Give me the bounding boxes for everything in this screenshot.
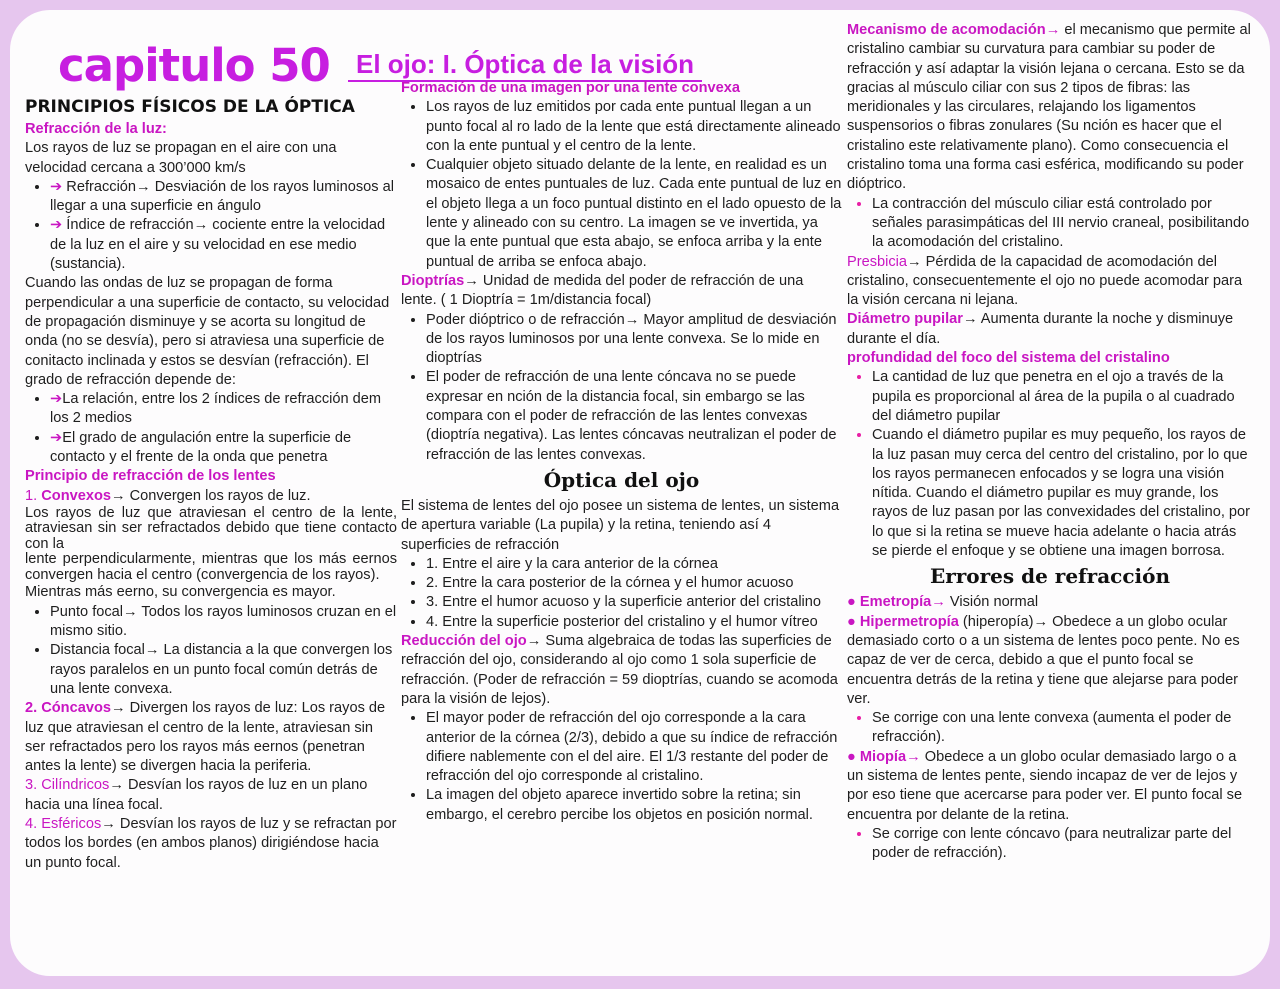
depth-heading: profundidad del foco del sistema del cristalino (847, 350, 1170, 367)
chapter-title: capitulo 50 (58, 39, 330, 92)
list-item: • La contracción del músculo ciliar está controlado por señales parasimpáticas del III nervio craneal, posibilitando la acomodación del cristalino. (872, 195, 1253, 253)
list-item: • La imagen del objeto aparece invertido sobre la retina; sin embargo, el cerebro percibe los objetos en posición normal. (426, 786, 842, 825)
list-item: • Cualquier objeto situado delante de la lente, en realidad es un mosaico de entes puntuales de luz. Cada ente puntual de luz en el objeto llega a un foco puntual distinto en el lado opuesto de la lente y alineado con su centro. La imagen se ve invertida, ya que la ente puntual que esta abajo, se enfoca arriba y la ente puntual de arriba se enfoca abajo. (426, 156, 842, 272)
section-heading-principles: PRINCIPIOS FÍSICOS DE LA ÓPTICA (25, 97, 355, 117)
image-formation-heading: Formación de una imagen por una lente convexa (401, 80, 740, 96)
refraction-heading: Refracción de la luz: (25, 121, 167, 137)
myopia-line: ● Miopía→ Obedece a un globo ocular demasiado largo o a un sistema de lentes pente, siendo incapaz de ver de lejos y por eso tiene que acercarse para poder ver. El punto focal se encuentra por delante de la retina. (847, 748, 1243, 823)
arrow-icon: ➔ (50, 391, 63, 408)
list-item: • Cuando el diámetro pupilar es muy pequeño, los rayos de la luz pasan muy cerca del centro del cristalino, por lo que los rayos permanecen enfocados y se logra una visión nítida. Cuando el diámetro pupilar es muy grande, los rayos de luz pasan por las convexidades del cristalino, por lo que si la retina se mueve hacia adelante o hacia atrás se pierde el enfoque y se obtiene una imagen borrosa. (872, 426, 1253, 561)
arrow-icon: ➔ (50, 217, 63, 234)
list-item: • ➔La relación, entre los 2 índices de refracción dem los 2 medios (50, 390, 397, 429)
list-item: • La cantidad de luz que penetra en el ojo a través de la pupila es proporcional al área de la pupila o al cuadrado del diámetro pupilar (872, 368, 1253, 426)
list-item: • Distancia focal→ La distancia a la que convergen los rayos paralelos en un punto focal común detrás de una lente convexa. (50, 641, 397, 699)
list-item: • Los rayos de luz emitidos por cada ente puntual llegan a un punto focal al ro lado de la lente que está directamente alineado con la ente puntual y el centro de la lente. (426, 98, 842, 156)
reduction-line: Reducción del ojo→ Suma algebraica de todas las superficies de refracción del ojo, considerando al ojo como 1 sola superficie de refracción. (Poder de refracción = 59 dioptrías, cuando se acomoda para la visión de lejos). (401, 633, 838, 707)
list-item: • Se corrige con lente cóncavo (para neutralizar parte del poder de refracción). (872, 825, 1253, 864)
arrow-icon: ➔ (50, 178, 63, 195)
refraction-factors (25, 390, 397, 467)
accommodation-bullets (847, 195, 1253, 253)
convex-line: 1. Convexos→ Convergen los rayos de luz. (25, 487, 311, 504)
hyperopia-line: ● Hipermetropía (hiperopía)→ Obedece a un globo ocular demasiado corto o a un sistema de lentes poco pente. No es capaz de ver de cerca, debido a que el punto focal se encuentra detrás de la retina y tiene que alejarse para poder ver. (847, 613, 1240, 707)
bullet-dot-icon: ● (847, 748, 856, 765)
presbyopia-line: Presbicia→ Pérdida de la capacidad de acomodación del cristalino, consecuentemente el ojo no puede acomodar para la visión cercana ni lejana. (847, 253, 1243, 309)
myopia-bullets (847, 825, 1253, 864)
cylindrical-line: 3. Cilíndricos→ Desvían los rayos de luz en un plano hacia una línea focal. (25, 777, 368, 813)
section-heading-eye-optics: Óptica del ojo (543, 467, 700, 492)
concave-line: 2. Cóncavos→ Divergen los rayos de luz: Los rayos de luz que atraviesan el centro de la lente, atraviesan sin ser refractados pero los rayos más eernos (penetran antes la lente) se divergen hacia la periferia. (25, 700, 386, 775)
focal-bullets (25, 603, 397, 699)
convex-detail-2: lente perpendicularmente, mientras que los más eernos convergen hacia el centro (convergencia de los rayos). (25, 551, 397, 583)
column-1 (25, 120, 397, 873)
bullet-dot-icon: ● (847, 594, 856, 611)
list-item: • Se corrige con una lente convexa (aumenta el poder de refracción). (872, 709, 1253, 748)
list-item: • 4. Entre la superficie posterior del cristalino y el humor vítreo (426, 613, 842, 632)
arrow-icon: ➔ (50, 429, 63, 446)
page-title: El ojo: I. Óptica de la visión (348, 48, 702, 82)
list-item: • ➔ Refracción→ Desviación de los rayos luminosos al llegar a una superficie en ángulo (50, 178, 397, 217)
depth-bullets (847, 368, 1253, 561)
list-item: • ➔El grado de angulación entre la superficie de contacto y el frente de la onda que penetra (50, 429, 397, 468)
spherical-line: 4. Esféricos→ Desvían los rayos de luz y se refractan por todos los bordes (en ambos planos) dirigiéndose hacia un punto focal. (25, 816, 397, 871)
surfaces-list (401, 555, 842, 632)
column-2 (401, 79, 842, 825)
list-item: • 3. Entre el humor acuoso y la superficie anterior del cristalino (426, 593, 842, 612)
convex-detail-1: Los rayos de luz que atraviesan el centro de la lente, atraviesan sin ser refractados debido que tiene contacto con la (25, 504, 397, 552)
list-item: • 1. Entre el aire y la cara anterior de la córnea (426, 555, 842, 574)
diopter-bullets (401, 311, 842, 465)
list-item: • ➔ Índice de refracción→ cociente entre la velocidad de la luz en el aire y su velocidad en ese medio (sustancia). (50, 216, 397, 274)
reduction-bullets (401, 709, 842, 825)
lens-heading: Principio de refracción de los lentes (25, 468, 276, 485)
image-formation-bullets (401, 98, 842, 272)
list-item: • 2. Entre la cara posterior de la córnea y el humor acuoso (426, 574, 842, 593)
bullet-dot-icon: ● (847, 613, 856, 630)
accommodation-paragraph: Mecanismo de acomodación→ el mecanismo que permite al cristalino cambiar su curvatura para cambiar su poder de refracción y así adaptar la visión lejana o cercana. Esto se da gracias al músculo ciliar con sus 2 tipos de fibras: las meridionales y las circulares, relajando los ligamentos suspensorios o fibras zonulares (Su nción es hacer que el cristalino este relativamente plano). Como consecuencia el cristalino toma una forma casi esférica, modificando su poder dióptrico. (847, 22, 1251, 193)
diopter-line: Dioptrías→ Unidad de medida del poder de refracción de una lente. ( 1 Dioptría = 1m/distancia focal) (401, 272, 804, 309)
emmetropia-line: ● Emetropía→ Visión normal (847, 594, 1039, 611)
refraction-paragraph: Cuando las ondas de luz se propagan de forma perpendicular a una superficie de contacto, su velocidad de propagación disminuye y se acorta su longitud de onda (no se desvía), pero si atraviesa una superficie de conitacto inclinada y estos se desvían (refracción). El grado de refracción depende de: (25, 275, 390, 388)
list-item: • Punto focal→ Todos los rayos luminosos cruzan en el mismo sitio. (50, 603, 397, 642)
pupil-line: Diámetro pupilar→ Aumenta durante la noche y disminuye durante el día. (847, 311, 1234, 347)
hyperopia-bullets (847, 709, 1253, 748)
list-item: • El poder de refracción de una lente cóncava no se puede expresar en nción de la distancia focal, sin embargo se las compara con el poder de refracción de las lentes convexas (dioptría negativa). Las lentes cóncavas neutralizan el poder de refracción de las lentes convexas. (426, 368, 842, 464)
convex-more: Mientras más eerno, su convergencia es mayor. (25, 584, 336, 601)
list-item: • El mayor poder de refracción del ojo corresponde a la cara anterior de la córnea (2/3), debido a que su índice de refracción difiere nablemente con el del aire. El 1/3 restante del poder de refracción del ojo corresponde al cristalino. (426, 709, 842, 786)
optics-intro: El sistema de lentes del ojo posee un sistema de lentes, un sistema de apertura variable (La pupila) y la retina, teniendo así 4 superficies de refracción (401, 497, 840, 553)
column-3 (847, 21, 1253, 863)
list-item: • Poder dióptrico o de refracción→ Mayor amplitud de desviación de los rayos luminosos por una lente convexa. Se lo mide en dioptrías (426, 311, 842, 369)
refraction-intro: Los rayos de luz se propagan en el aire con una velocidad cercana a 300’000 km/s (25, 140, 337, 176)
section-heading-errors: Errores de refracción (929, 564, 1170, 589)
refraction-bullets (25, 178, 397, 274)
